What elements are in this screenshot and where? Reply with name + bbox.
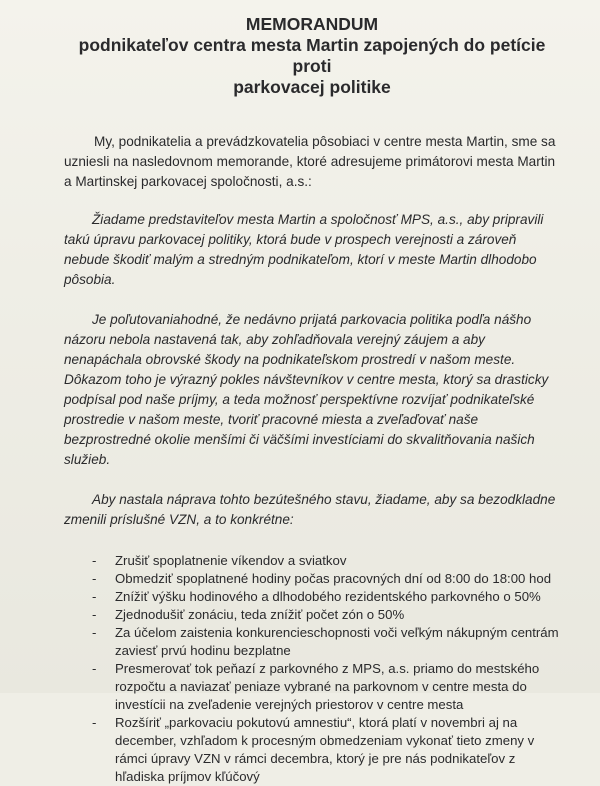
title-line-1: MEMORANDUM xyxy=(245,14,379,34)
list-dash: - xyxy=(92,607,97,622)
list-item xyxy=(92,714,560,786)
list-item xyxy=(92,570,560,588)
list-dash: - xyxy=(92,589,97,604)
title-line-2: podnikateľov centra mesta Martin zapojených do petície proti xyxy=(78,35,546,76)
list-item xyxy=(92,552,560,570)
list-dash: - xyxy=(92,553,97,568)
list-item-text: Zrušiť spoplatnenie víkendov a sviatkov xyxy=(115,553,347,568)
list-dash: - xyxy=(92,625,97,640)
document-title xyxy=(64,14,560,98)
demand-list xyxy=(64,552,560,786)
list-item-text: Obmedziť spoplatnené hodiny počas pracovných dní od 8:00 do 18:00 hod xyxy=(115,571,552,586)
list-item xyxy=(92,606,560,624)
list-item-text: Zjednodušiť zonáciu, teda znížiť počet zón o 50% xyxy=(115,607,405,622)
title-line-3: parkovacej politike xyxy=(233,77,391,97)
list-item xyxy=(92,624,560,660)
list-item xyxy=(92,588,560,606)
demand-paragraph: Žiadame predstaviteľov mesta Martin a spoločnosť MPS, a.s., aby pripravili takú úpravu parkovacej politiky, ktorá bude v prospech verejnosti a zároveň nebude škodiť malým a stredným podnikateľom, ktorí v meste Martin dlhodobo pôsobia. xyxy=(64,212,544,287)
list-dash: - xyxy=(92,715,97,730)
list-item-text: Rozšíriť „parkovaciu pokutovú amnestiu“, ktorá platí v novembri aj na december, vzhľadom k procesným obmedzeniam vykonať tieto zmeny v rámci úpravy VZN v rámci decembra, ktorý je pre nás podnikateľov z hľadiska príjmov kľúčový xyxy=(115,715,535,784)
list-item-text: Znížiť výšku hodinového a dlhodobého rezidentského parkovného o 50% xyxy=(115,589,541,604)
list-item-text: Presmerovať tok peňazí z parkovného z MPS, a.s. priamo do mestského rozpočtu a naviazať peniaze vybrané na parkovnom v centre mesta do investícii na zveľadenie verejných priestorov v centre mesta xyxy=(115,661,540,712)
intro-paragraph: My, podnikatelia a prevádzkovatelia pôsobiaci v centre mesta Martin, sme sa uzniesli na nasledovnom memorande, ktoré adresujeme primátorovi mesta Martin a Martinskej parkovacej spoločnosti, a.s.: xyxy=(64,134,556,189)
list-dash: - xyxy=(92,571,97,586)
list-item xyxy=(92,660,560,714)
list-dash: - xyxy=(92,661,97,676)
list-item-text: Za účelom zaistenia konkurencieschopnosti voči veľkým nákupným centrám zaviesť prvú hodinu bezplatne xyxy=(115,625,559,658)
request-paragraph: Aby nastala náprava tohto bezútešného stavu, žiadame, aby sa bezodkladne zmenili príslušné VZN, a to konkrétne: xyxy=(64,492,556,527)
regret-paragraph: Je poľutovaniahodné, že nedávno prijatá parkovacia politika podľa nášho názoru nebola nastavená tak, aby zohľadňovala verejný záujem a aby nenapáchala obrovské škody na podnikateľskom prostredí v našom meste. Dôkazom toho je výrazný pokles návštevníkov v centre mesta, ktorý sa drasticky podpísal pod naše príjmy, a teda možnosť perspektívne rozvíjať podnikateľské prostredie v našom meste, tvoriť pracovné miesta a zveľaďovať naše bezprostredné okolie menšími či väčšími investíciami do skvalitňovania našich služieb. xyxy=(64,312,549,467)
